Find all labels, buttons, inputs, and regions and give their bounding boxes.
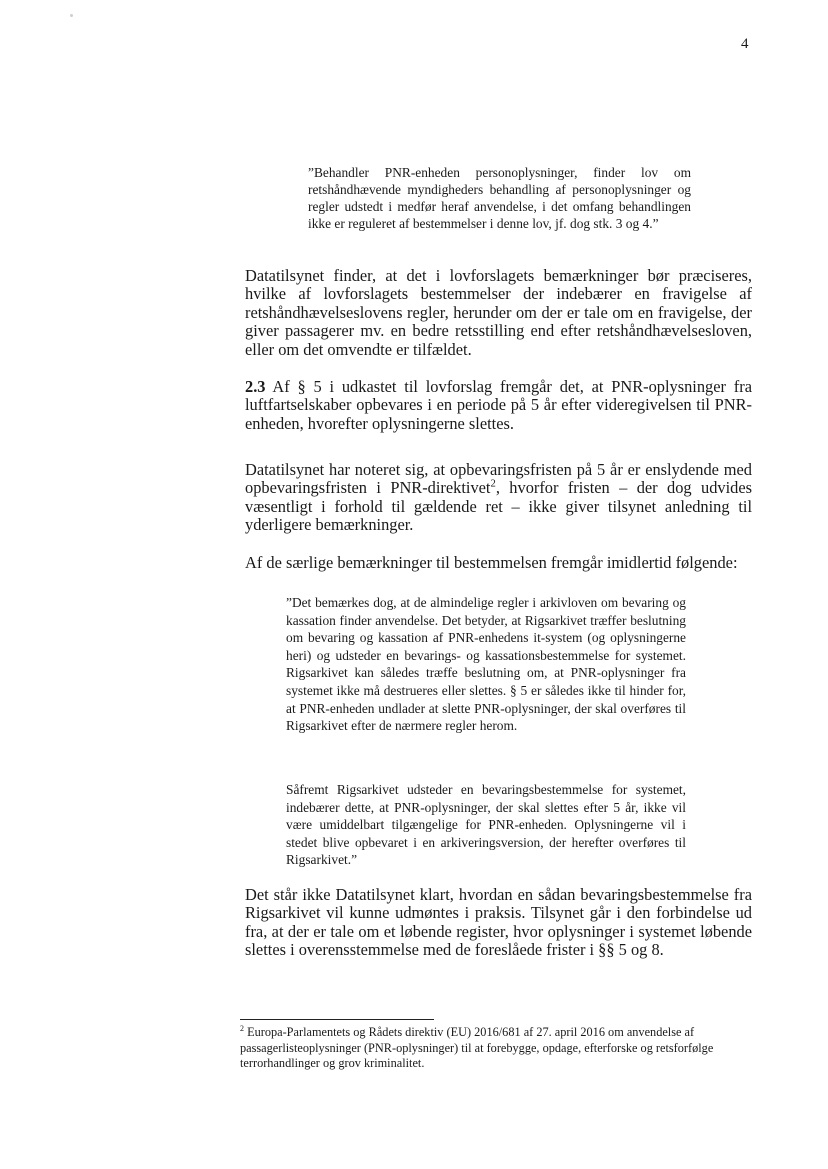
footnote-marker: 2: [240, 1023, 244, 1033]
paragraph-3-text-b: , hvorfor fristen – der dog udvides væsentligt i forhold til gældende ret – ikke giver tilsynet anledning til yderligere bemærkninger.: [245, 478, 752, 535]
paragraph-5: Det står ikke Datatilsynet klart, hvordan en sådan bevaringsbestemmelse fra Rigsarkivet vil kunne udmøntes i praksis. Tilsynet går i den forbindelse ud fra, at der er tale om et løbende register, hvor oplysninger i systemet løbende slettes i overensstemmelse med de foreslåede frister i §§ 5 og 8.: [245, 885, 752, 960]
block-quote-1: ”Behandler PNR-enheden personoplysninger, finder lov om retshåndhævende myndigheders behandling af personoplysninger og regler udstedt i medfør heraf anvendelse, i det omfang behandlingen ikke er reguleret af bestemmelser i denne lov, jf. dog stk. 3 og 4.”: [308, 165, 691, 232]
block-quote-2a: ”Det bemærkes dog, at de almindelige regler i arkivloven om bevaring og kassation finder anvendelse. Det betyder, at Rigsarkivet træffer beslutning om bevaring og kassation af PNR-enhedens it-system (og oplysningerne heri) og udsteder en bevarings- og kassationsbestemmelse for systemet. Rigsarkivet kan således træffe beslutning om, at PNR-oplysninger fra systemet ikke må destrueres eller slettes. § 5 er således ikke til hinder for, at PNR-enheden undlader at slette PNR-oplysninger, der skal overføres til Rigsarkivet efter de nærmere regler herom.: [286, 595, 686, 734]
paragraph-2-3-text: Af § 5 i udkastet til lovforslag fremgår det, at PNR-oplysninger fra luftfartselskaber opbevares i en periode på 5 år efter videregivelsen til PNR-enheden, hvorefter oplysningerne slettes.: [245, 377, 752, 433]
paragraph-4: Af de særlige bemærkninger til bestemmelsen fremgår imidlertid følgende:: [245, 553, 738, 572]
paragraph-1: Datatilsynet finder, at det i lovforslagets bemærkninger bør præciseres, hvilke af lovforslagets bestemmelser der indebærer en fravigelse af retshåndhævelseslovens regler, herunder om der er tale om en fravigelse, der giver passagerer mv. en bedre retsstilling end efter retshåndhævelsesloven, eller om det omvendte er tilfældet.: [245, 266, 752, 359]
block-quote-2b: Såfremt Rigsarkivet udsteder en bevaringsbestemmelse for systemet, indebærer dette, at PNR-oplysninger, der skal slettes efter 5 år, ikke vil være umiddelbart tilgængelige for PNR-enheden. Oplysningerne vil i stedet blive opbevaret i en arkiveringsversion, der herefter overføres til Rigsarkivet.”: [286, 782, 686, 868]
scan-smudge: [70, 14, 73, 17]
page-number: 4: [741, 36, 749, 52]
paragraph-3: [245, 461, 752, 535]
paragraph-3-text-a: Datatilsynet har noteret sig, at opbevaringsfristen på 5 år er enslydende med opbevaringsfristen i PNR-direktivet: [245, 460, 752, 498]
section-number: 2.3: [245, 377, 266, 396]
paragraph-2-3: [245, 378, 752, 433]
footnote: [240, 1025, 740, 1072]
footnote-text: Europa-Parlamentets og Rådets direktiv (EU) 2016/681 af 27. april 2016 om anvendelse af passagerlisteoplysninger (PNR-oplysninger) til at forebygge, opdage, efterforske og retsforfølge terrorhandlinger og grov kriminalitet.: [240, 1025, 714, 1071]
footnote-divider: [240, 1019, 434, 1020]
footnote-reference[interactable]: 2: [490, 478, 496, 490]
